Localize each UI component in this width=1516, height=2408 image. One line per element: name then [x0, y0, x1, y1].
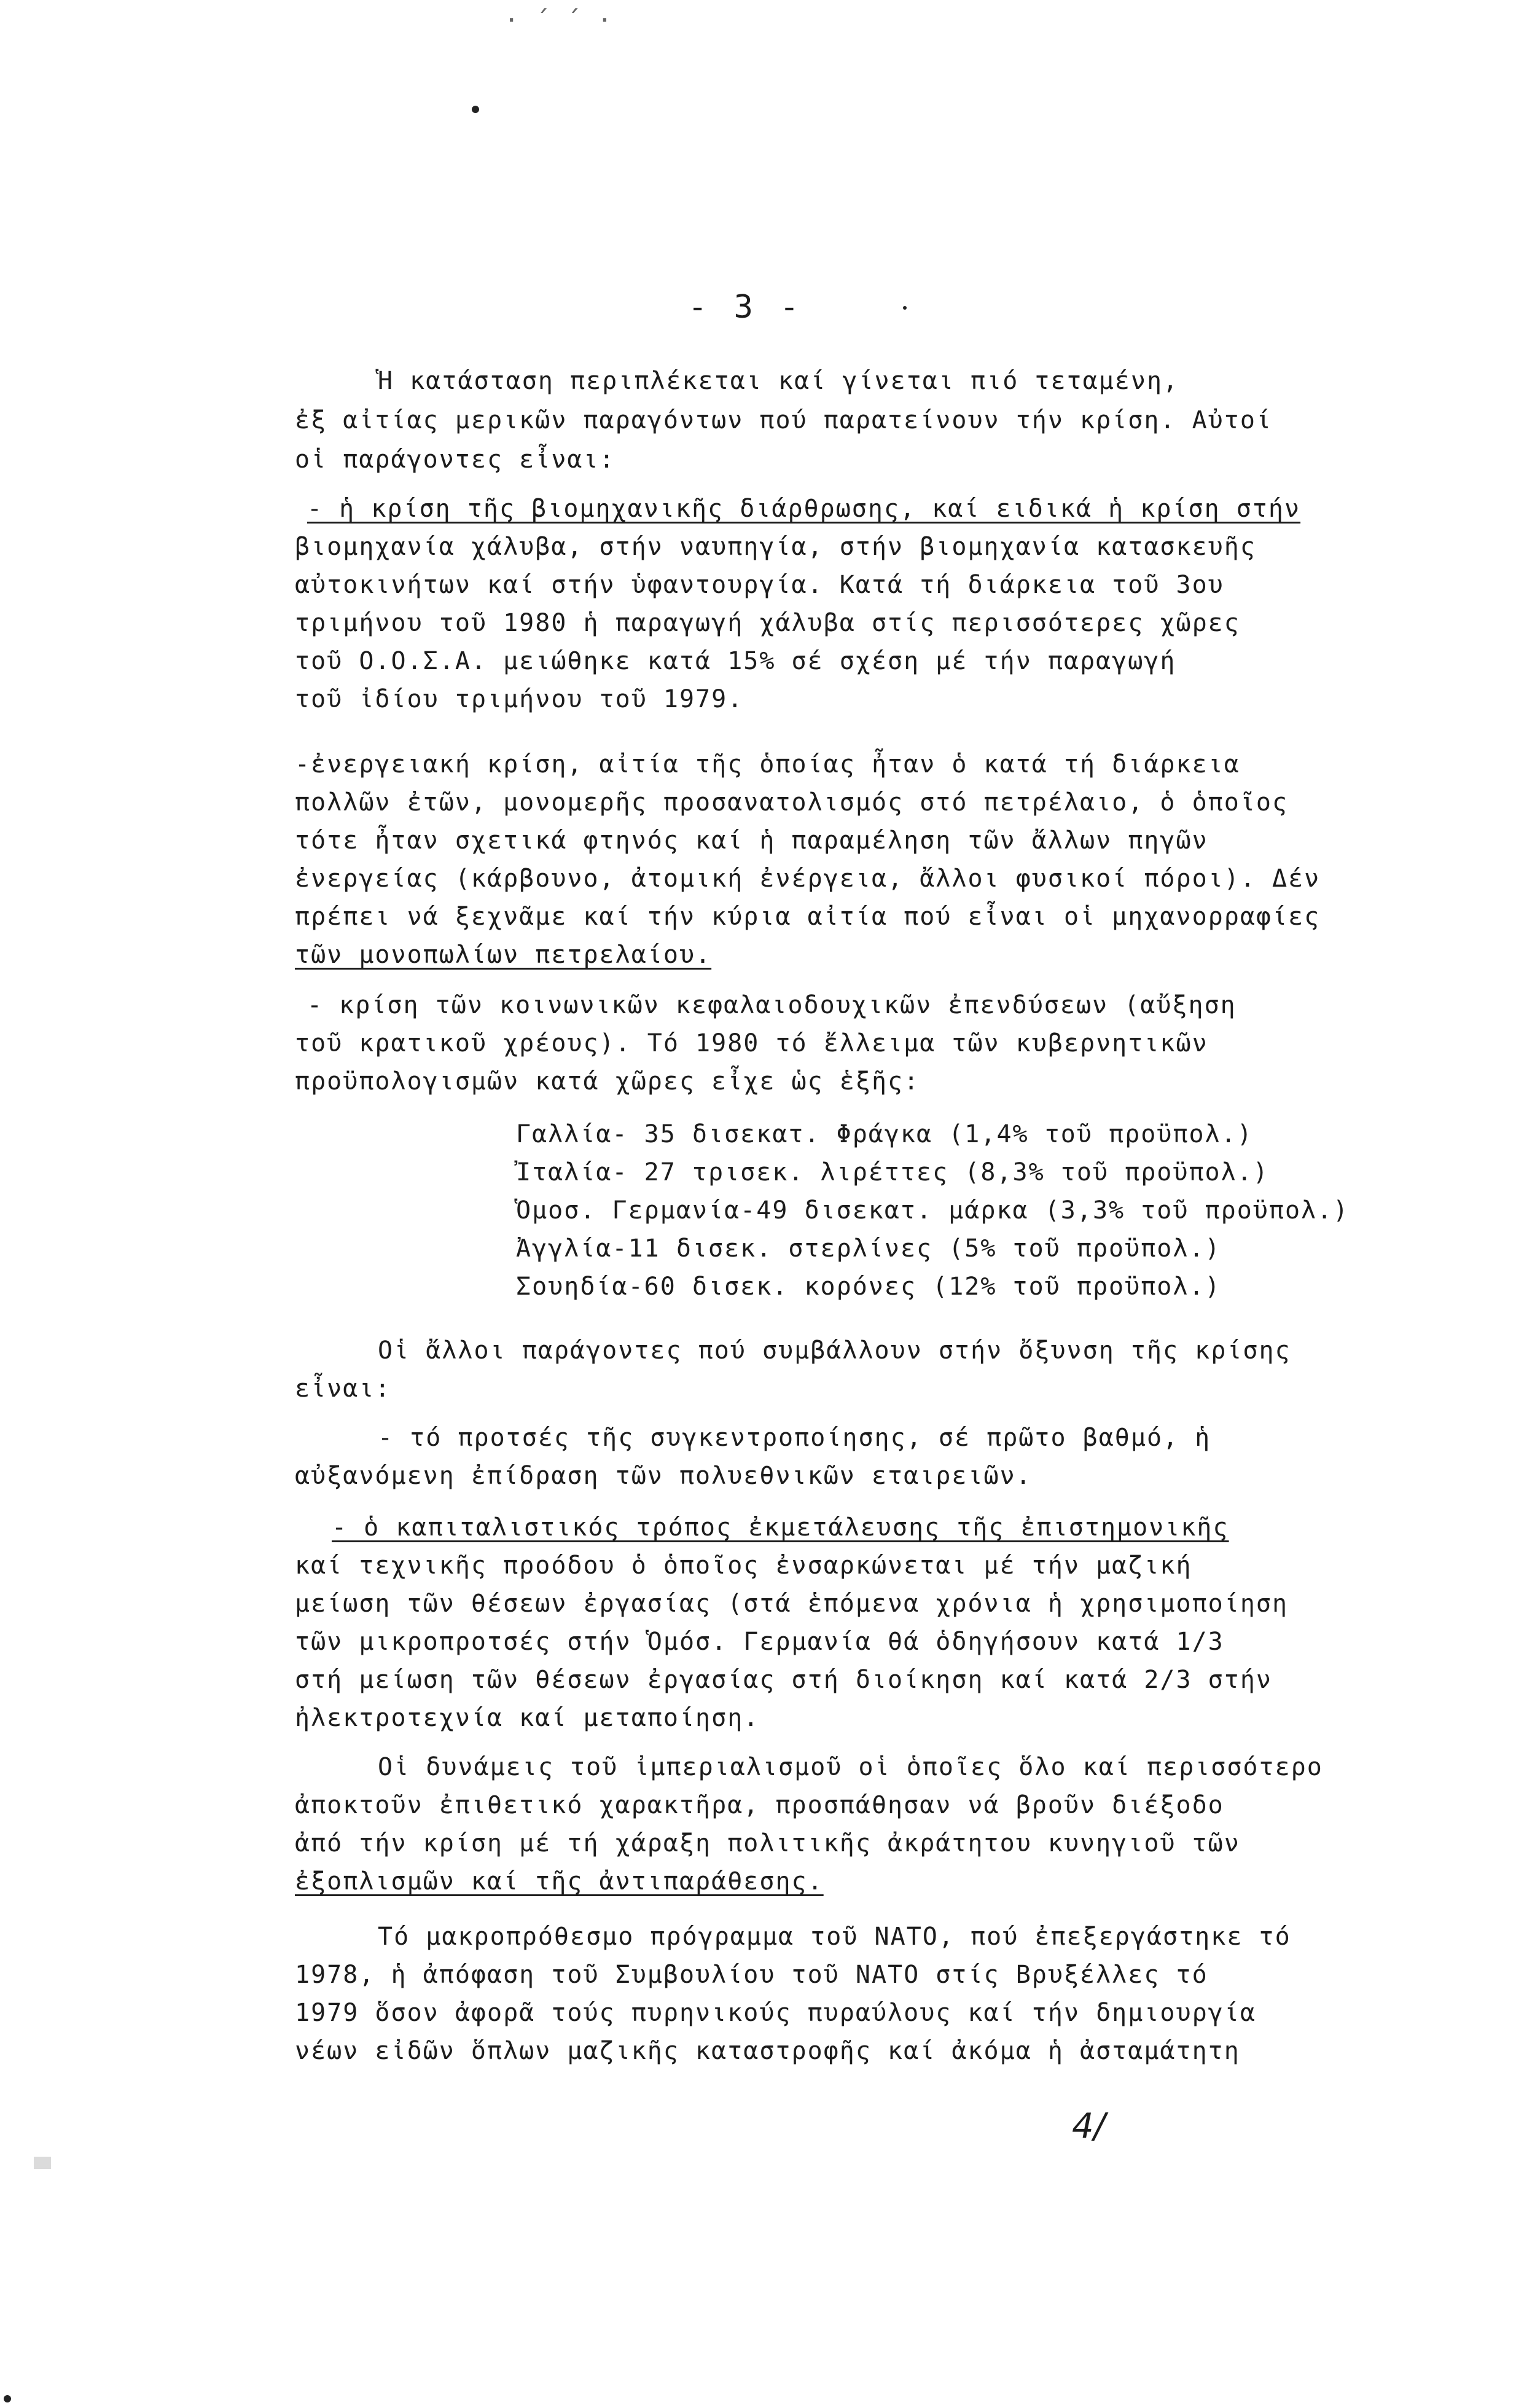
deficit-row: Σουηδία-60 δισεκ. κορόνες (12% τοῦ προϋπολ.): [516, 1273, 1221, 1301]
text-line: ἀπό τήν κρίση μέ τή χάραξη πολιτικῆς ἀκράτητου κυνηγιοῦ τῶν: [295, 1829, 1240, 1857]
ink-dot: [4, 2395, 11, 2402]
text-line: εἶναι:: [295, 1375, 391, 1403]
text-line: [295, 938, 711, 972]
text-line: [307, 492, 1300, 526]
ink-dot: [472, 106, 479, 113]
text-line: στή μείωση τῶν θέσεων ἐργασίας στή διοίκηση καί κατά 2/3 στήν: [295, 1666, 1273, 1694]
text-line: νέων εἰδῶν ὅπλων μαζικῆς καταστροφῆς καί ἀκόμα ἡ ἀσταμάτητη: [295, 2037, 1240, 2065]
underlined-line: - ἡ κρίση τῆς βιομηχανικῆς διάρθρωσης, καί ειδικά ἡ κρίση στήν: [307, 495, 1301, 523]
text-line: αὐξανόμενη ἐπίδραση τῶν πολυεθνικῶν εταιρειῶν.: [295, 1462, 1032, 1490]
underlined-line: τῶν μονοπωλίων πετρελαίου.: [295, 941, 712, 969]
ink-smudge: [34, 2157, 51, 2169]
text-line: τῶν μικροπροτσές στήν Ὁμόσ. Γερμανία θά ὁδηγήσουν κατά 1/3: [295, 1628, 1224, 1656]
text-line: Οἱ δυνάμεις τοῦ ἰμπεριαλισμοῦ οἱ ὁποῖες ὅλο καί περισσότερο: [378, 1753, 1323, 1781]
text-line: ἀποκτοῦν ἐπιθετικό χαρακτῆρα, προσπάθησαν νά βροῦν διέξοδο: [295, 1791, 1224, 1819]
text-line: προϋπολογισμῶν κατά χῶρες εἶχε ὡς ἑξῆς:: [295, 1067, 920, 1096]
text-line: πολλῶν ἐτῶν, μονομερῆς προσανατολισμός στό πετρέλαιο, ὁ ὁποῖος: [295, 788, 1289, 817]
text-line: [332, 1510, 1229, 1545]
ink-dot: [903, 306, 907, 310]
text-line: -ἐνεργειακή κρίση, αἰτία τῆς ὁποίας ἦταν ὁ κατά τή διάρκεια: [295, 750, 1240, 778]
text-line: τοῦ Ο.Ο.Σ.Α. μειώθηκε κατά 15% σέ σχέση μέ τήν παραγωγή: [295, 647, 1176, 675]
text-line: 1979 ὅσον ἀφορᾶ τούς πυρηνικούς πυραύλους καί τήν δημιουργία: [295, 1999, 1256, 2027]
deficit-row: Ἰταλία- 27 τρισεκ. λιρέττες (8,3% τοῦ προϋπολ.): [516, 1158, 1269, 1186]
underlined-line: - ὁ καπιταλιστικός τρόπος ἐκμετάλευσης τῆς ἐπιστημονικῆς: [332, 1513, 1229, 1542]
text-line: πρέπει νά ξεχνᾶμε καί τήν κύρια αἰτία πού εἶναι οἱ μηχανορραφίες: [295, 903, 1321, 931]
text-line: τριμήνου τοῦ 1980 ἡ παραγωγή χάλυβα στίς περισσότερες χῶρες: [295, 609, 1240, 637]
next-page-marker: 4/: [1072, 2106, 1106, 2146]
deficit-row: Γαλλία- 35 δισεκατ. Φράγκα (1,4% τοῦ προϋπολ.): [516, 1120, 1253, 1148]
text-line: τοῦ κρατικοῦ χρέους). Τό 1980 τό ἔλλειμα τῶν κυβερνητικῶν: [295, 1029, 1208, 1057]
text-line: τοῦ ἰδίου τριμήνου τοῦ 1979.: [295, 685, 744, 713]
text-line: μείωση τῶν θέσεων ἐργασίας (στά ἑπόμενα χρόνια ἡ χρησιμοποίηση: [295, 1590, 1289, 1618]
page-number: - 3 -: [688, 289, 803, 326]
deficit-row: Ὁμοσ. Γερμανία-49 δισεκατ. μάρκα (3,3% τοῦ προϋπολ.): [516, 1196, 1350, 1225]
text-line: βιομηχανία χάλυβα, στήν ναυπηγία, στήν βιομηχανία κατασκευῆς: [295, 533, 1256, 561]
text-line: οἱ παράγοντες εἶναι:: [295, 445, 615, 474]
text-line: 1978, ἡ ἀπόφαση τοῦ Συμβουλίου τοῦ ΝΑΤΟ στίς Βρυξέλλες τό: [295, 1961, 1208, 1989]
text-line: - κρίση τῶν κοινωνικῶν κεφαλαιοδουχικῶν ἐπενδύσεων (αὔξηση: [307, 991, 1237, 1019]
text-line: ἠλεκτροτεχνία καί μεταποίηση.: [295, 1704, 760, 1732]
text-line: Τό μακροπρόθεσμο πρόγραμμα τοῦ ΝΑΤΟ, πού ἐπεξεργάστηκε τό: [378, 1923, 1291, 1951]
text-line: καί τεχνικῆς προόδου ὁ ὁποῖος ἐνσαρκώνεται μέ τήν μαζική: [295, 1551, 1192, 1580]
top-mark: · ΄ ΄ ·: [504, 5, 613, 35]
text-line: Ἡ κατάσταση περιπλέκεται καί γίνεται πιό τεταμένη,: [378, 367, 1179, 395]
text-line: ἐξ αἰτίας μερικῶν παραγόντων πού παρατείνουν τήν κρίση. Αὐτοί: [295, 406, 1273, 434]
underlined-line: ἐξοπλισμῶν καί τῆς ἀντιπαράθεσης.: [295, 1867, 824, 1896]
text-line: - τό προτσές τῆς συγκεντροποίησης, σέ πρῶτο βαθμό, ἡ: [378, 1424, 1211, 1452]
deficit-row: Ἀγγλία-11 δισεκ. στερλίνες (5% τοῦ προϋπολ.): [516, 1234, 1221, 1263]
text-line: [295, 1864, 824, 1899]
text-line: Οἱ ἄλλοι παράγοντες πού συμβάλλουν στήν ὄξυνση τῆς κρίσης: [378, 1336, 1291, 1365]
text-line: τότε ἦταν σχετικά φτηνός καί ἡ παραμέληση τῶν ἄλλων πηγῶν: [295, 826, 1208, 855]
text-line: ἐνεργείας (κάρβουνο, ἀτομική ἐνέργεια, ἄλλοι φυσικοί πόροι). Δέν: [295, 865, 1321, 893]
text-line: αὐτοκινήτων καί στήν ὑφαντουργία. Κατά τή διάρκεια τοῦ 3ου: [295, 571, 1224, 599]
